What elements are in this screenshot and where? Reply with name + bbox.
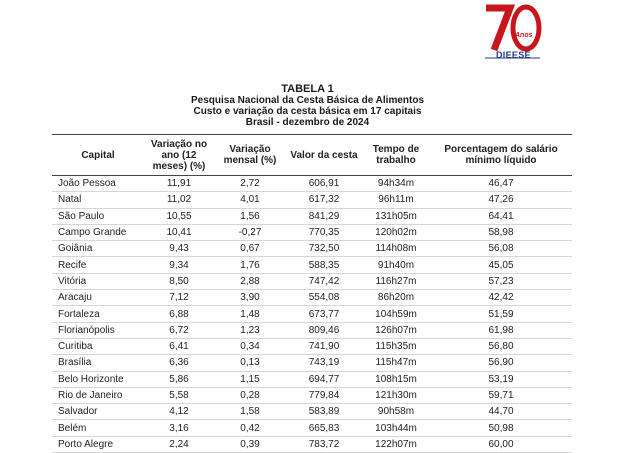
cell-porcentagem-salario: 53,19 (430, 371, 572, 387)
cell-tempo-trabalho: 122h07m (362, 436, 430, 452)
cell-variacao-ano: 10,55 (144, 208, 214, 224)
table-row (52, 224, 572, 240)
table-row (52, 355, 572, 371)
logo-brand: DIEESE (496, 50, 531, 60)
cell-variacao-ano: 3,16 (144, 420, 214, 436)
cell-porcentagem-salario: 58,98 (430, 224, 572, 240)
table-subtitle: Custo e variação da cesta básica em 17 capitais (193, 106, 422, 117)
table-row (52, 322, 572, 338)
cell-valor-cesta: 606,91 (286, 176, 362, 192)
cell-variacao-mensal: 4,01 (214, 192, 286, 208)
cell-porcentagem-salario: 46,47 (430, 176, 572, 192)
cell-variacao-ano: 10,41 (144, 224, 214, 240)
cell-tempo-trabalho: 96h11m (362, 192, 430, 208)
cell-capital: Salvador (52, 404, 144, 420)
cell-variacao-mensal: 0,28 (214, 387, 286, 403)
table-row (52, 241, 572, 257)
cell-valor-cesta: 783,72 (286, 436, 362, 452)
cell-capital: Fortaleza (52, 306, 144, 322)
cell-porcentagem-salario: 45,05 (430, 257, 572, 273)
cell-variacao-ano: 4,12 (144, 404, 214, 420)
header-variacao-mensal: Variação mensal (%) (214, 135, 286, 176)
logo-anos: Anos (515, 32, 533, 39)
cell-valor-cesta: 841,29 (286, 208, 362, 224)
cell-porcentagem-salario: 64,41 (430, 208, 572, 224)
table-row (52, 420, 572, 436)
cell-tempo-trabalho: 91h40m (362, 257, 430, 273)
cell-porcentagem-salario: 59,71 (430, 387, 572, 403)
cell-capital: Recife (52, 257, 144, 273)
cell-valor-cesta: 741,90 (286, 338, 362, 354)
cell-capital: Natal (52, 192, 144, 208)
cell-variacao-ano: 2,24 (144, 436, 214, 452)
cell-valor-cesta: 673,77 (286, 306, 362, 322)
cell-tempo-trabalho: 114h08m (362, 241, 430, 257)
cell-porcentagem-salario: 57,23 (430, 273, 572, 289)
cell-variacao-ano: 6,36 (144, 355, 214, 371)
cell-tempo-trabalho: 104h59m (362, 306, 430, 322)
cell-porcentagem-salario: 56,08 (430, 241, 572, 257)
header-capital: Capital (52, 135, 144, 176)
cell-variacao-ano: 6,72 (144, 322, 214, 338)
table-header-row (52, 135, 572, 176)
cell-tempo-trabalho: 86h20m (362, 290, 430, 306)
cell-tempo-trabalho: 115h35m (362, 338, 430, 354)
cell-tempo-trabalho: 126h07m (362, 322, 430, 338)
cell-tempo-trabalho: 108h15m (362, 371, 430, 387)
cell-variacao-mensal: 1,15 (214, 371, 286, 387)
cell-valor-cesta: 747,42 (286, 273, 362, 289)
cell-capital: Curitiba (52, 338, 144, 354)
cell-variacao-mensal: 1,48 (214, 306, 286, 322)
table-row (52, 436, 572, 452)
cell-variacao-ano: 5,86 (144, 371, 214, 387)
cell-porcentagem-salario: 44,70 (430, 404, 572, 420)
cell-variacao-mensal: 2,88 (214, 273, 286, 289)
cell-variacao-mensal: 0,39 (214, 436, 286, 452)
cell-variacao-mensal: -0,27 (214, 224, 286, 240)
cell-capital: Florianópolis (52, 322, 144, 338)
cell-variacao-mensal: 1,58 (214, 404, 286, 420)
cell-variacao-ano: 11,02 (144, 192, 214, 208)
table-row (52, 306, 572, 322)
table-row (52, 208, 572, 224)
cell-capital: Goiânia (52, 241, 144, 257)
cell-capital: João Pessoa (52, 176, 144, 192)
cell-variacao-mensal: 1,56 (214, 208, 286, 224)
cell-variacao-mensal: 0,67 (214, 241, 286, 257)
cell-valor-cesta: 770,35 (286, 224, 362, 240)
cell-variacao-ano: 8,50 (144, 273, 214, 289)
cell-tempo-trabalho: 121h30m (362, 387, 430, 403)
cell-capital: Vitória (52, 273, 144, 289)
cell-valor-cesta: 554,08 (286, 290, 362, 306)
table-title-block (150, 84, 465, 128)
cell-variacao-ano: 6,88 (144, 306, 214, 322)
cell-variacao-ano: 9,34 (144, 257, 214, 273)
cell-capital: São Paulo (52, 208, 144, 224)
cell-variacao-ano: 7,12 (144, 290, 214, 306)
cell-valor-cesta: 809,46 (286, 322, 362, 338)
cell-porcentagem-salario: 50,98 (430, 420, 572, 436)
cell-tempo-trabalho: 116h27m (362, 273, 430, 289)
cell-valor-cesta: 694,77 (286, 371, 362, 387)
cell-tempo-trabalho: 103h44m (362, 420, 430, 436)
cell-valor-cesta: 583,89 (286, 404, 362, 420)
table-row (52, 290, 572, 306)
cell-tempo-trabalho: 90h58m (362, 404, 430, 420)
header-porcentagem-salario: Porcentagem do salário mínimo líquido (430, 135, 572, 176)
cell-capital: Belo Horizonte (52, 371, 144, 387)
cell-valor-cesta: 588,35 (286, 257, 362, 273)
table-row (52, 257, 572, 273)
cell-valor-cesta: 665,83 (286, 420, 362, 436)
logo-number: 70 (514, 12, 516, 13)
cell-porcentagem-salario: 42,42 (430, 290, 572, 306)
cell-valor-cesta: 617,32 (286, 192, 362, 208)
cell-variacao-mensal: 1,23 (214, 322, 286, 338)
cell-porcentagem-salario: 51,59 (430, 306, 572, 322)
survey-title: Pesquisa Nacional da Cesta Básica de Alimentos (190, 95, 425, 106)
cell-variacao-mensal: 0,34 (214, 338, 286, 354)
cell-tempo-trabalho: 120h02m (362, 224, 430, 240)
cell-porcentagem-salario: 56,90 (430, 355, 572, 371)
cell-capital: Aracaju (52, 290, 144, 306)
cell-variacao-ano: 5,58 (144, 387, 214, 403)
cell-valor-cesta: 743,19 (286, 355, 362, 371)
table-row (52, 192, 572, 208)
table-row (52, 176, 572, 192)
table-row (52, 387, 572, 403)
table-body (52, 176, 572, 453)
dieese-logo (480, 0, 554, 66)
table-row (52, 273, 572, 289)
cesta-basica-table (52, 134, 572, 453)
cell-porcentagem-salario: 56,80 (430, 338, 572, 354)
cell-porcentagem-salario: 47,26 (430, 192, 572, 208)
cell-capital: Belém (52, 420, 144, 436)
cell-variacao-ano: 11,91 (144, 176, 214, 192)
table-number: TABELA 1 (281, 83, 334, 95)
cell-variacao-mensal: 0,13 (214, 355, 286, 371)
cell-tempo-trabalho: 94h34m (362, 176, 430, 192)
cell-capital: Porto Alegre (52, 436, 144, 452)
cell-capital: Brasília (52, 355, 144, 371)
cell-valor-cesta: 732,50 (286, 241, 362, 257)
cell-capital: Rio de Janeiro (52, 387, 144, 403)
cell-variacao-mensal: 3,90 (214, 290, 286, 306)
cell-valor-cesta: 779,84 (286, 387, 362, 403)
header-tempo-trabalho: Tempo de trabalho (362, 135, 430, 176)
header-valor-cesta: Valor da cesta (286, 135, 362, 176)
cell-variacao-ano: 6,41 (144, 338, 214, 354)
table-row (52, 338, 572, 354)
table-row (52, 371, 572, 387)
table-period: Brasil - dezembro de 2024 (245, 117, 370, 128)
cell-capital: Campo Grande (52, 224, 144, 240)
cell-tempo-trabalho: 115h47m (362, 355, 430, 371)
cell-variacao-mensal: 0,42 (214, 420, 286, 436)
cell-variacao-ano: 9,43 (144, 241, 214, 257)
cell-variacao-mensal: 2,72 (214, 176, 286, 192)
cell-porcentagem-salario: 60,00 (430, 436, 572, 452)
header-variacao-ano: Variação no ano (12 meses) (%) (144, 135, 214, 176)
cell-tempo-trabalho: 131h05m (362, 208, 430, 224)
cell-porcentagem-salario: 61,98 (430, 322, 572, 338)
cell-variacao-mensal: 1,76 (214, 257, 286, 273)
table-row (52, 404, 572, 420)
